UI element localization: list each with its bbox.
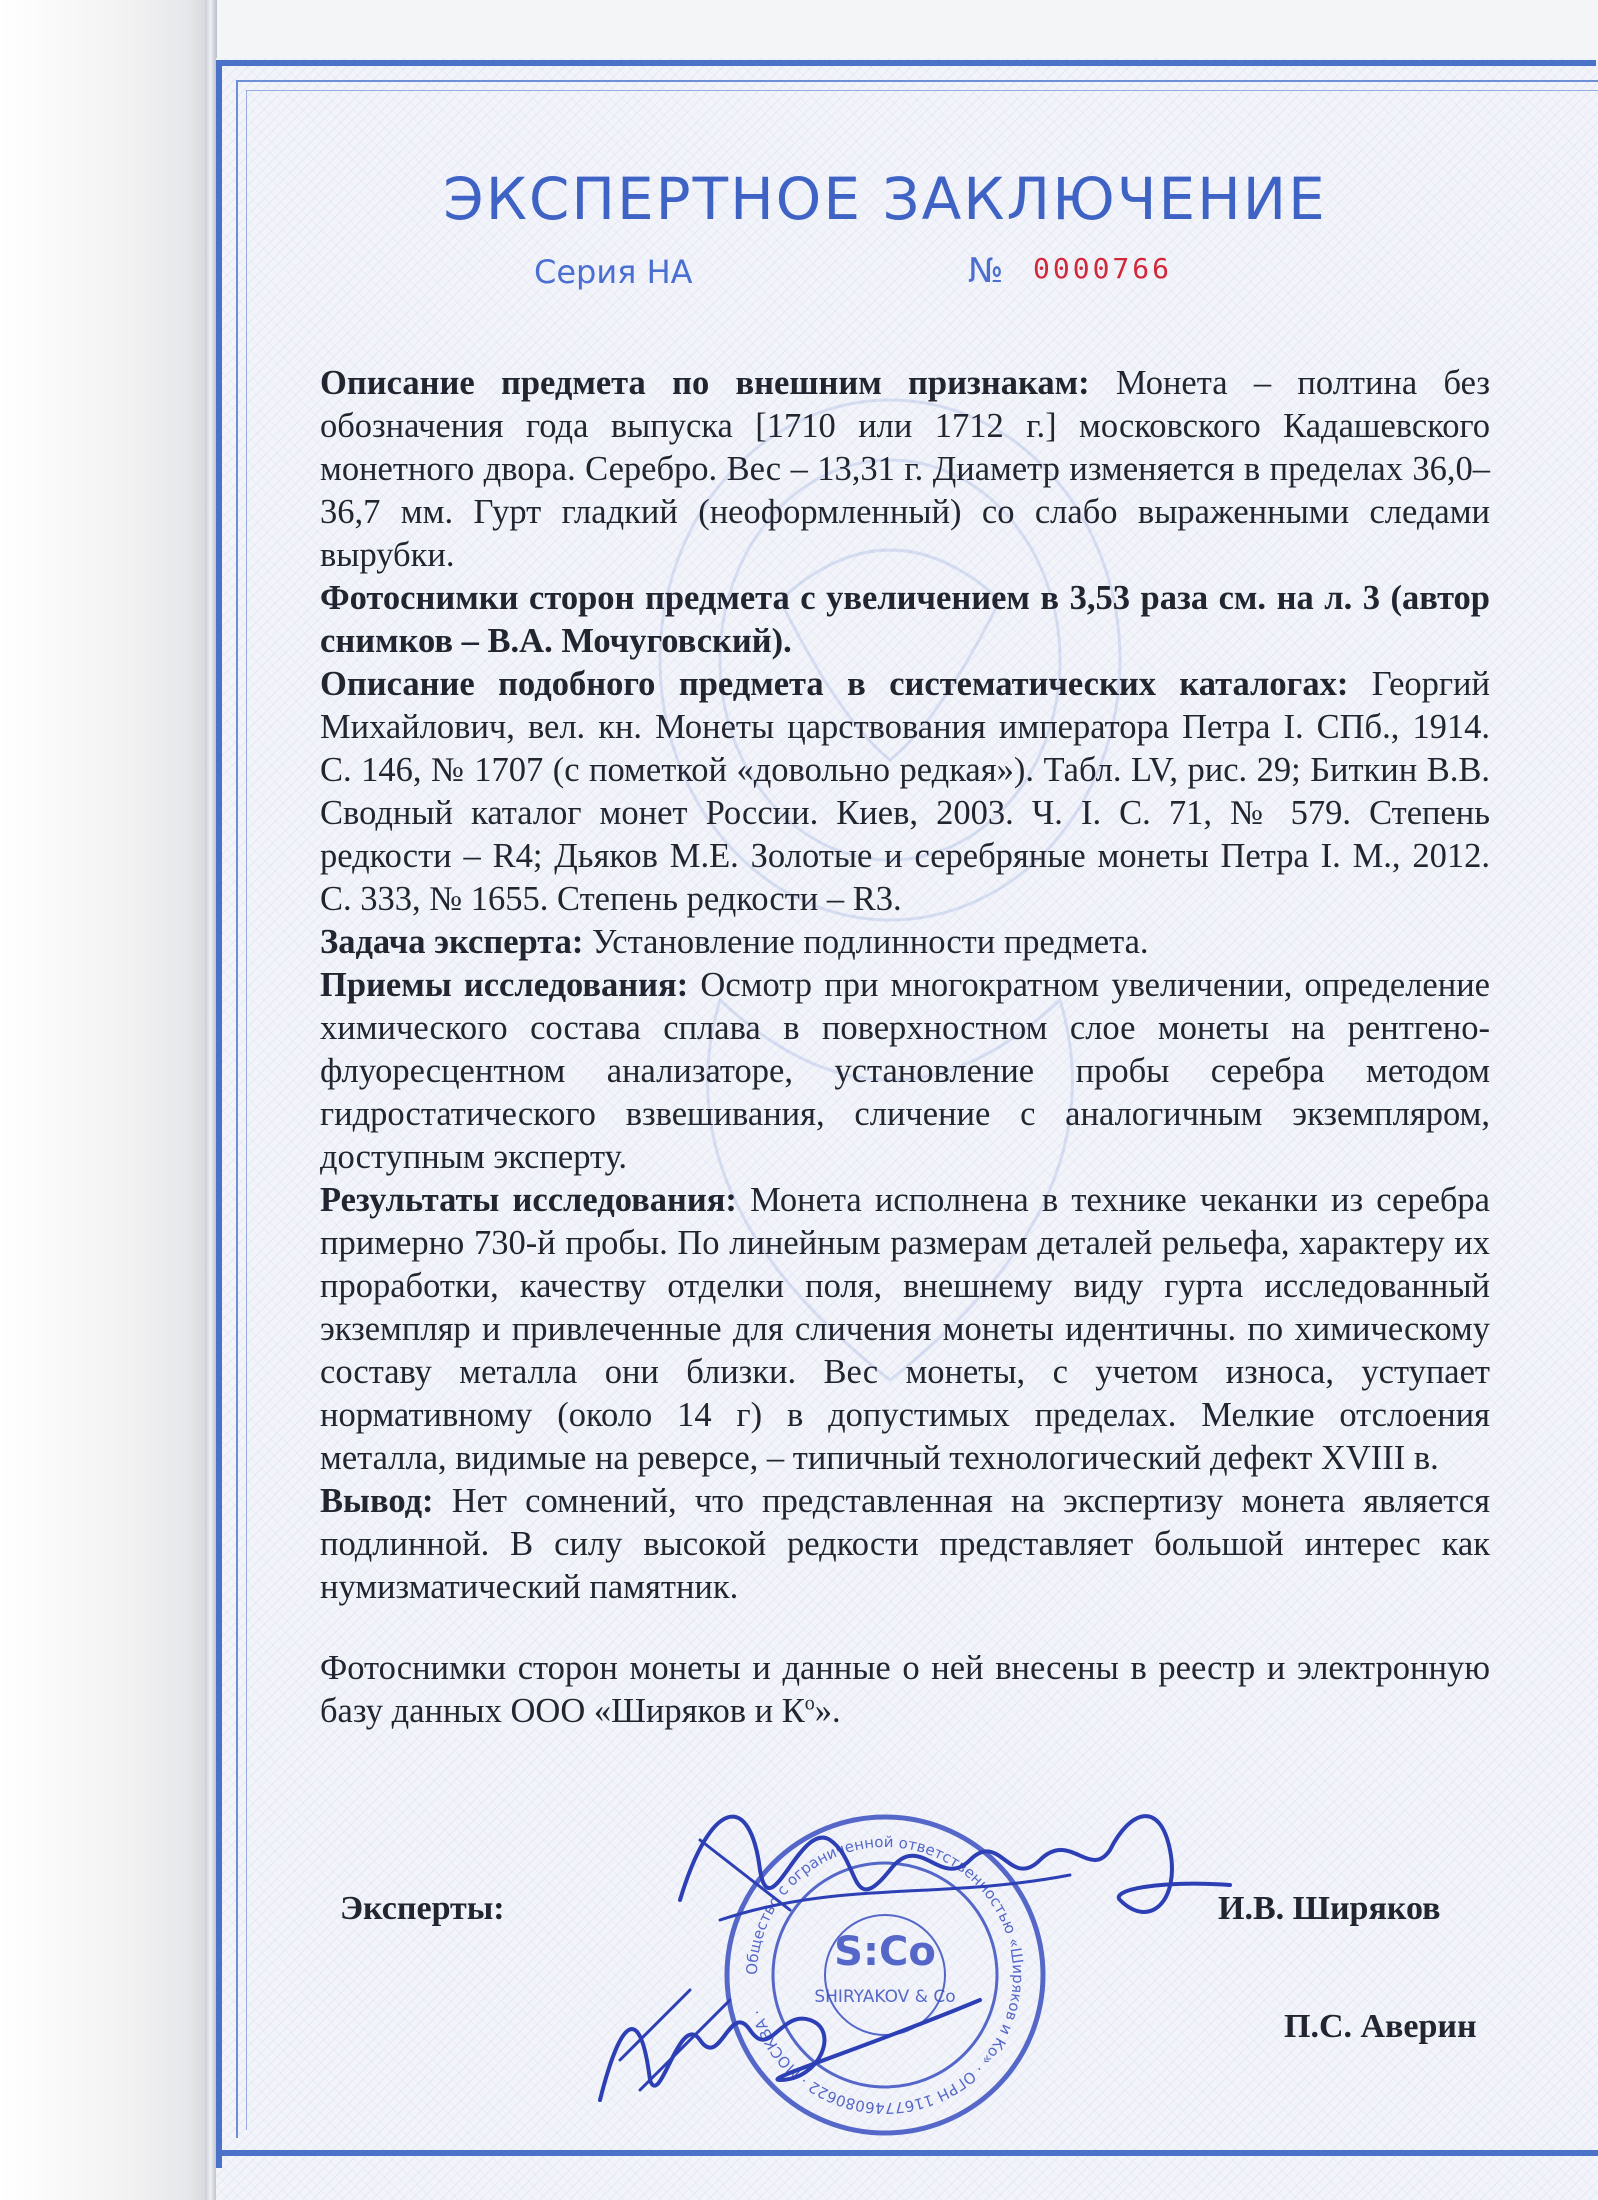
conclusion-text: Нет сомнений, что представленная на экспертизу монета является подлинной. В силу высокой редкости представляет большой интерес как нумизматический памятник. [320, 1482, 1490, 1606]
binding-shadow [0, 0, 215, 2200]
paragraph-results [320, 1179, 1490, 1480]
paragraph-gap [320, 1609, 1490, 1647]
paragraph-description [320, 362, 1490, 577]
description-label: Описание предмета по внешним признакам: [320, 364, 1090, 402]
expert-name-1: И.В. Ширяков [1218, 1890, 1441, 1927]
task-label: Задача эксперта: [320, 923, 584, 961]
paragraph-task [320, 921, 1490, 964]
bottom-frame-border [216, 2150, 1598, 2156]
signature-2-icon [580, 1960, 1000, 2120]
task-text: Установление подлинности предмета. [583, 923, 1149, 961]
registry-text: Фотоснимки сторон монеты и данные о ней внесены в реестр и электронную базу данных ООО «Ширяков и К [320, 1649, 1490, 1730]
results-text: Монета исполнена в технике чеканки из серебра примерно 730-й пробы. По линейным размерам деталей рельефа, характеру их проработки, качеству отделки поля, внешнему виду гурта исследованный экземпляр и привлеченные для сличения монеты идентичны. по химическому составу металла они близки. Вес монеты, с учетом износа, уступает нормативному (около 14 г) в допустимых пределах. Мелкие отслоения металла, видимые на реверсе, – типичный технологический дефект XVIII в. [320, 1181, 1490, 1477]
paragraph-photos [320, 577, 1490, 663]
signature-1-icon [640, 1780, 1240, 1960]
experts-label: Эксперты: [340, 1890, 505, 1927]
conclusion-label: Вывод: [320, 1482, 434, 1520]
paragraph-catalog [320, 663, 1490, 921]
paragraph-registry [320, 1647, 1490, 1733]
methods-label: Приемы исследования: [320, 966, 689, 1004]
photos-note: Фотоснимки сторон предмета с увеличением в 3,53 раза см. на л. 3 (автор снимков – В.А. Мочуговский). [320, 579, 1490, 660]
catalog-label: Описание подобного предмета в систематических каталогах: [320, 665, 1349, 703]
registry-end: ». [814, 1692, 841, 1730]
series-label: Серия НА [534, 253, 693, 291]
description-text: Монета – полтина без обозначения года выпуска [1710 или 1712 г.] московского Кадашевского монетного двора. Серебро. Вес – 13,31 г. Диаметр изменяется в пределах 36,0–36,7 мм. Гурт гладкий (неоформленный) со слабо выраженными следами вырубки. [320, 364, 1490, 574]
paragraph-methods [320, 964, 1490, 1179]
certificate-body [320, 362, 1490, 1733]
number-sign: № [968, 251, 1004, 291]
serial-number: 0000766 [1033, 252, 1173, 285]
seal-monogram: S:Co [834, 1929, 936, 1975]
catalog-text: Георгий Михайлович, вел. кн. Монеты царствования императора Петра I. СПб., 1914. С. 146, № 1707 (с пометкой «довольно редкая»). Табл. LV, рис. 29; Биткин В.В. Сводный каталог монет России. Киев, 2003. Ч. I. С. 71, № 579. Степень редкости – R4; Дьяков М.Е. Золотые и серебряные монеты Петра I. М., 2012. С. 333, № 1655. Степень редкости – R3. [320, 665, 1490, 918]
seal-ring-text: Общество с ограниченной ответственностью «Ширяков и Ко» · ОГРН 1167746080622 · МОСКВА · [742, 1832, 1028, 2118]
expert-name-2: П.С. Аверин [1284, 2008, 1477, 2045]
methods-text: Осмотр при многократном увеличении, определение химического состава сплава в поверхностном слое монеты на рентгено-флуоресцентном анализаторе, установление пробы серебра методом гидростатического взвешивания, сличение с аналогичным экземпляром, доступным эксперту. [320, 966, 1490, 1176]
seal-company-name: SHIRYAKOV & Co [814, 1987, 956, 2007]
results-label: Результаты исследования: [320, 1181, 737, 1219]
paragraph-conclusion [320, 1480, 1490, 1609]
document-title: ЭКСПЕРТНОЕ ЗАКЛЮЧЕНИЕ [443, 165, 1327, 233]
registry-superscript: о [804, 1692, 815, 1715]
